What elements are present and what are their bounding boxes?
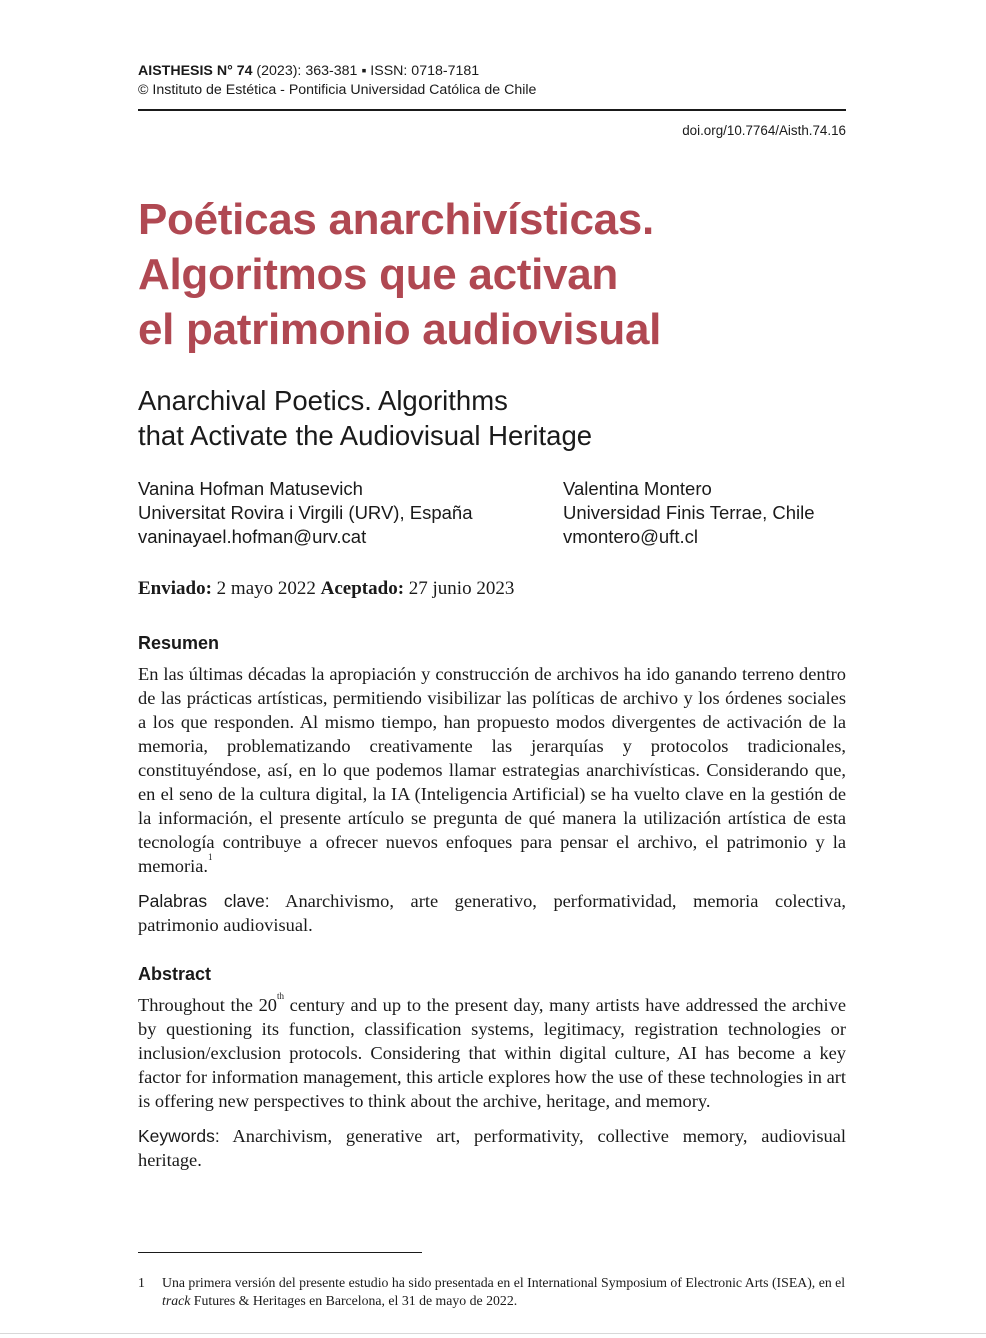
- resumen-text: En las últimas décadas la apropiación y construcción de archivos ha ido ganando terreno dentro de las prácticas artísticas, permitiendo visibilizar las políticas de archivo y los órdenes sociales a los que responden. Al mismo tiempo, han propuesto modos divergentes de activación de la memoria, problematizando creativamente las jerarquías y protocolos tradicionales, constituyéndose, así, en lo que podemos llamar estrategias anarchivísticas. Considerando que, en el seno de la cultura digital, la IA (Inteligencia Artificial) se ha vuelto clave en la gestión de la información, el presente artículo se pregunta de qué manera la utilización artística de esta tecnología contribuye a ofrecer nuevos enfoques para pensar el archivo, el patrimonio y la memoria.: [138, 664, 846, 876]
- abstract-sup: th: [277, 991, 285, 1001]
- title-line: Poéticas anarchivísticas.: [138, 195, 654, 244]
- publisher: © Instituto de Estética - Pontificia Universidad Católica de Chile: [138, 82, 537, 98]
- accepted-label: Aceptado:: [320, 578, 405, 599]
- subtitle-line: that Activate the Audiovisual Heritage: [138, 420, 593, 451]
- footnote-number: 1: [138, 1275, 145, 1290]
- keywords-list: Anarchivism, generative art, performativity, collective memory, audiovisual heritage.: [138, 1126, 846, 1170]
- footnote-text: [162, 1274, 846, 1310]
- author-name: Vanina Hofman Matusevich: [138, 478, 363, 499]
- journal-citation: [138, 62, 536, 81]
- footnote-italic: track: [162, 1293, 191, 1308]
- accepted-date: 27 junio 2023: [404, 578, 515, 599]
- submission-dates: [138, 578, 514, 600]
- journal-name: AISTHESIS N° 74: [138, 63, 253, 79]
- footnote-text-a: Una primera versión del presente estudio ha sido presentada en el International Symposium of Electronic Arts (ISEA), en el: [162, 1275, 846, 1290]
- footnote: [138, 1274, 846, 1310]
- resumen-heading: Resumen: [138, 633, 220, 653]
- author-affiliation: Universitat Rovira i Virgili (URV), España: [138, 502, 473, 523]
- author-affiliation: Universidad Finis Terrae, Chile: [563, 502, 815, 523]
- journal-info: (2023): 363-381 ▪ ISSN: 0718-7181: [252, 63, 480, 79]
- author-name: Valentina Montero: [563, 478, 712, 499]
- doi-link[interactable]: doi.org/10.7764/Aisth.74.16: [682, 123, 846, 138]
- author-email[interactable]: vaninayael.hofman@urv.cat: [138, 526, 367, 547]
- keywords-label: Keywords:: [138, 1126, 220, 1146]
- keywords-list: Anarchivismo, arte generativo, performatividad, memoria colectiva, patrimonio audiovisual.: [138, 891, 846, 935]
- page-edge: [0, 1333, 986, 1334]
- article-subtitle: [138, 383, 838, 453]
- footnote-text-b: Futures & Heritages en Barcelona, el 31 de mayo de 2022.: [190, 1293, 518, 1308]
- abstract-body: [138, 993, 846, 1113]
- title-line: Algoritmos que activan: [138, 250, 618, 299]
- footnote-ref[interactable]: 1: [207, 852, 213, 862]
- keywords-label: Palabras clave:: [138, 891, 270, 911]
- title-line: el patrimonio audiovisual: [138, 305, 662, 354]
- abstract-text-b: century and up to the present day, many artists have addressed the archive by questioning its function, classification systems, legitimacy, registration technologies or inclusion/exclusion protocols. Considering that within digital culture, AI has become a key factor for information management, this article explores how the use of these technologies in art is offering new perspectives to think about the archive, heritage, and memory.: [138, 995, 846, 1111]
- sent-label: Enviado:: [138, 578, 212, 599]
- sent-date: 2 mayo 2022: [211, 578, 321, 599]
- palabras-clave: [138, 889, 846, 937]
- article-title: [138, 192, 858, 357]
- author-block: [563, 477, 815, 549]
- author-email[interactable]: vmontero@uft.cl: [563, 526, 698, 547]
- abstract-text-a: Throughout the 20: [138, 995, 277, 1015]
- resumen-body: [138, 662, 846, 878]
- keywords: [138, 1124, 846, 1172]
- subtitle-line: Anarchival Poetics. Algorithms: [138, 385, 508, 416]
- footnote-rule: [138, 1252, 422, 1253]
- author-block: [138, 477, 472, 549]
- journal-header: [138, 62, 536, 100]
- abstract-heading: Abstract: [138, 964, 212, 984]
- header-rule: [138, 109, 846, 111]
